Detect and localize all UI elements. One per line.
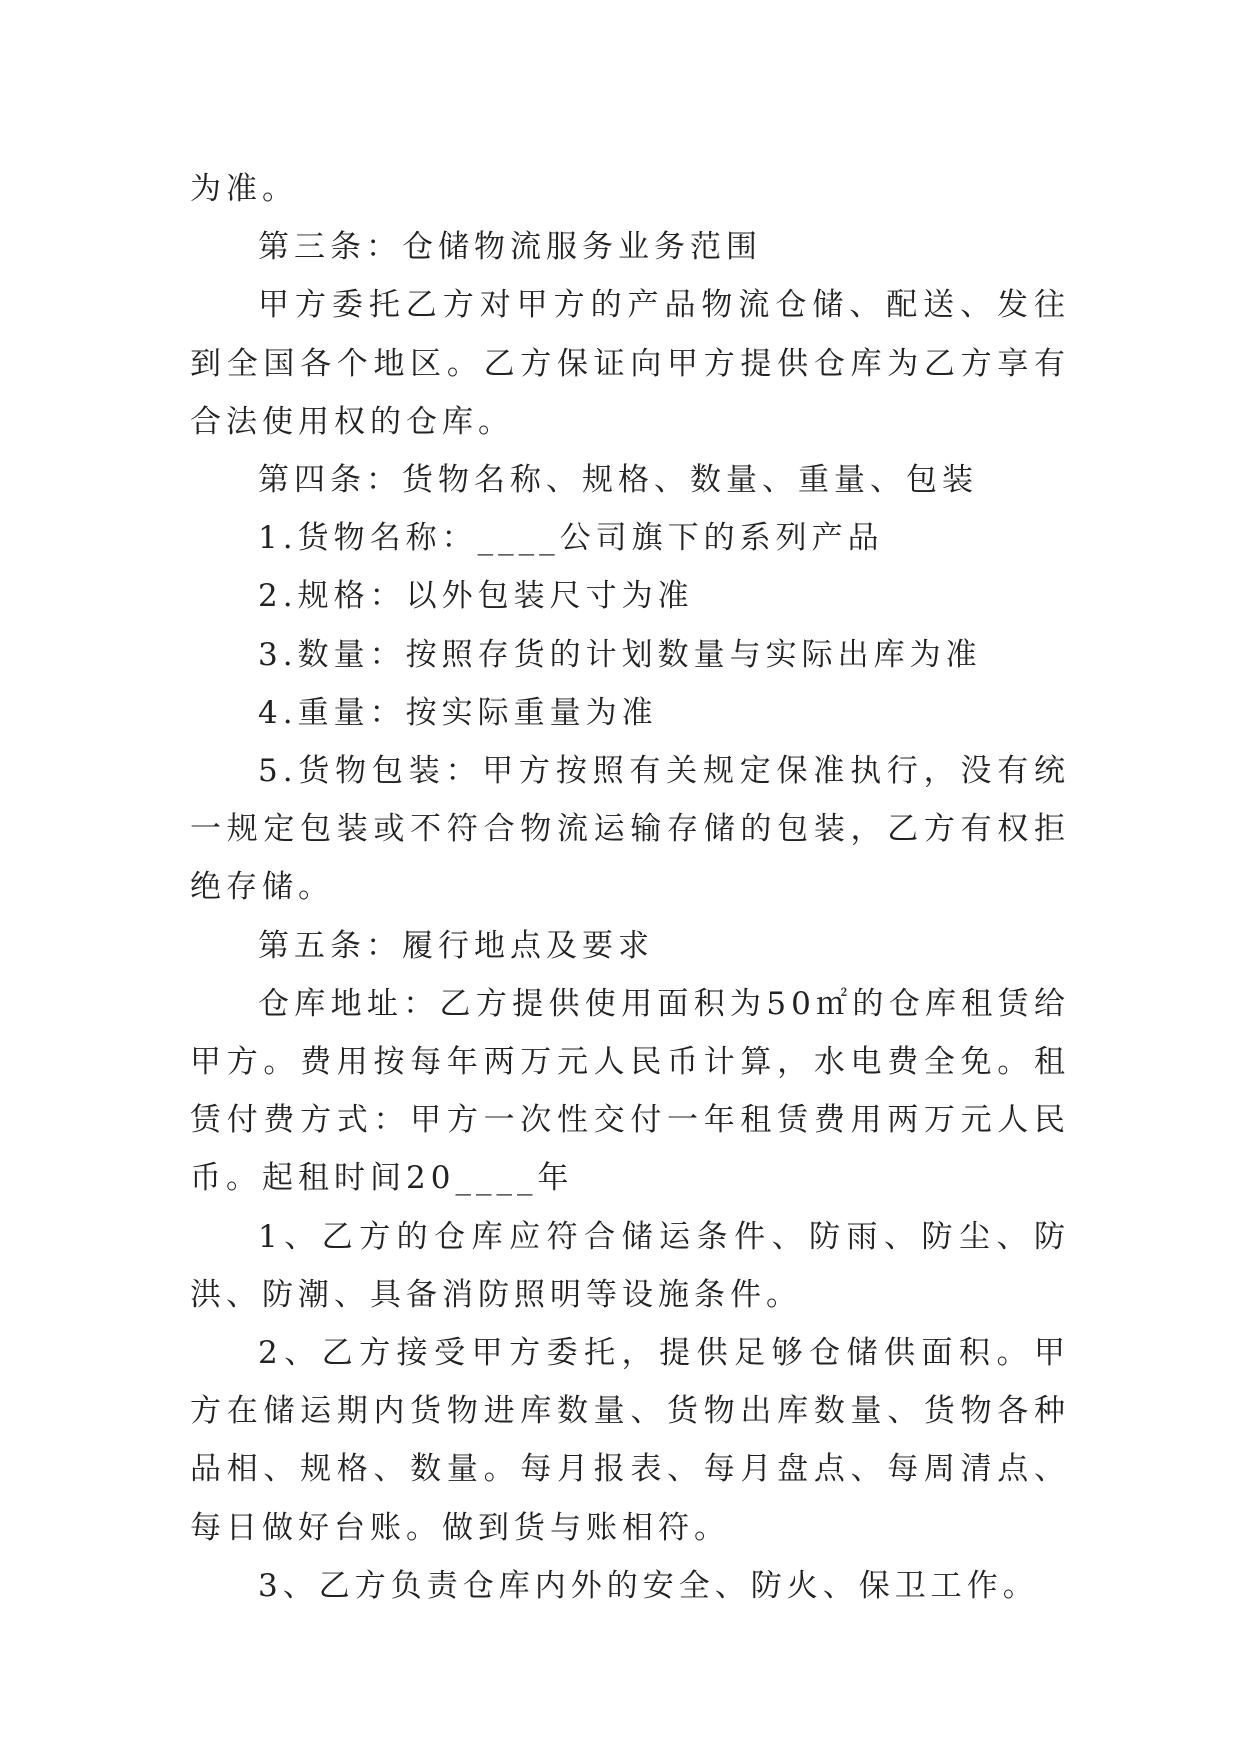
article-4-item-4: 4.重量：按实际重量为准 bbox=[258, 694, 658, 731]
article-5-heading: 第五条：履行地点及要求 bbox=[258, 927, 654, 964]
article-5-item-3: 3、乙方负责仓库内外的安全、防火、保卫工作。 bbox=[258, 1567, 1039, 1604]
article-4-item-5: 5.货物包装：甲方按照有关规定保准执行，没有统一规定包装或不符合物流运输存储的包装，乙方有权拒绝存储。 bbox=[190, 753, 1070, 906]
article-4-heading: 第四条：货物名称、规格、数量、重量、包装 bbox=[258, 462, 978, 499]
article-5-item-1: 1、乙方的仓库应符合储运条件、防雨、防尘、防洪、防潮、具备消防照明等设施条件。 bbox=[190, 1218, 1070, 1313]
paragraph-continuation: 为准。 bbox=[190, 171, 298, 207]
article-3-heading: 第三条：仓储物流服务业务范围 bbox=[258, 229, 762, 266]
article-3-body: 甲方委托乙方对甲方的产品物流仓储、配送、发往到全国各个地区。乙方保证向甲方提供仓库为乙方享有合法使用权的仓库。 bbox=[190, 287, 1070, 440]
article-4-item-2: 2.规格：以外包装尺寸为准 bbox=[258, 578, 694, 615]
article-5-item-2: 2、乙方接受甲方委托，提供足够仓储供面积。甲方在储运期内货物进库数量、货物出库数量、货物各种品相、规格、数量。每月报表、每月盘点、每周清点、每日做好台账。做到货与账相符。 bbox=[190, 1335, 1070, 1546]
article-4-item-1: 1.货物名称：____公司旗下的系列产品 bbox=[258, 520, 884, 557]
article-5-warehouse-address: 仓库地址：乙方提供使用面积为50㎡的仓库租赁给甲方。费用按每年两万元人民币计算，水电费全免。租赁付费方式：甲方一次性交付一年租赁费用两万元人民币。起租时间20____年 bbox=[190, 985, 1070, 1197]
document-body bbox=[190, 160, 1070, 1615]
article-4-item-3: 3.数量：按照存货的计划数量与实际出库为准 bbox=[258, 636, 982, 673]
